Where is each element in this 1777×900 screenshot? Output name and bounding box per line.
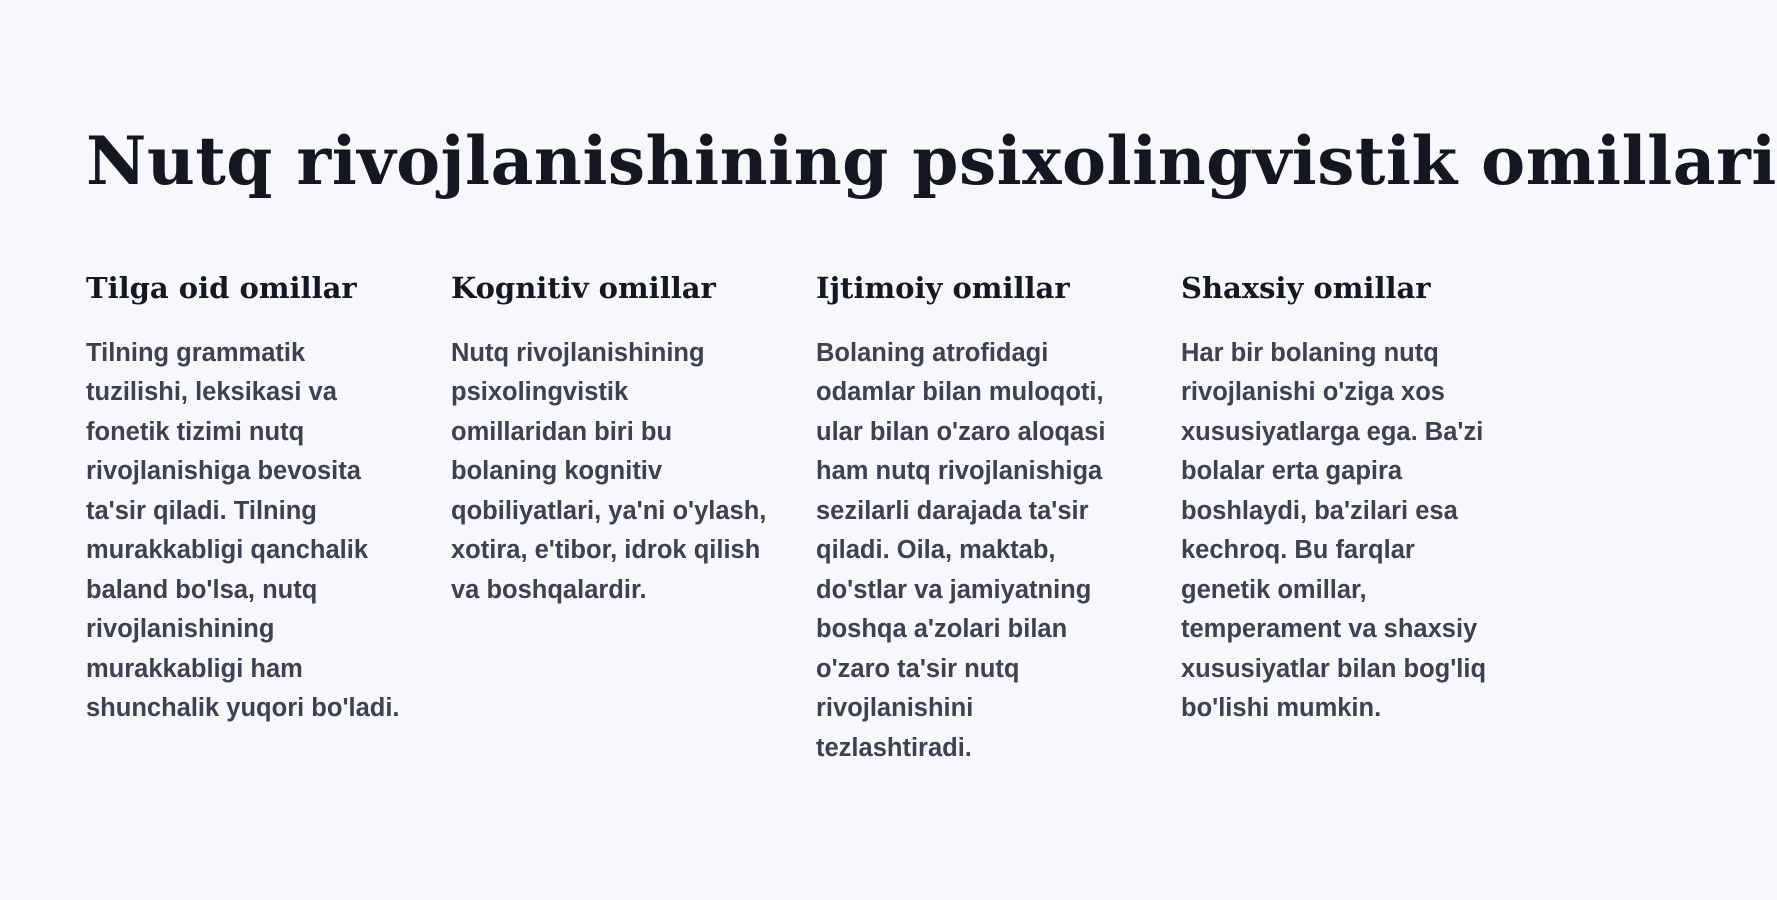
column-body: Bolaning atrofidagi odamlar bilan muloqoti, ular bilan o'zaro aloqasi ham nutq rivojlanishiga sezilarli darajada ta'sir qiladi. Oila, maktab, do'stlar va jamiyatning boshqa a'zolari bilan o'zaro ta'sir nutq rivojlanishini tezlashtiradi. (816, 338, 1106, 762)
slide-title: Nutq rivojlanishining psixolingvistik omillari (86, 122, 1777, 200)
column-body: Nutq rivojlanishining psixolingvistik omillaridan biri bu bolaning kognitiv qobiliyatlari, ya'ni o'ylash, xotira, e'tibor, idrok qilish va boshqalardir. (451, 338, 767, 604)
column-heading: Shaxsiy omillar (1181, 271, 1431, 305)
column-heading: Tilga oid omillar (86, 271, 357, 305)
column-heading: Kognitiv omillar (451, 271, 716, 305)
column-body: Tilning grammatik tuzilishi, leksikasi va fonetik tizimi nutq rivojlanishiga bevosita ta'sir qiladi. Tilning murakkabligi qanchalik baland bo'lsa, nutq rivojlanishining murakkabligi ham shunchalik yuqori bo'ladi. (86, 338, 400, 723)
column-social-factors (816, 270, 1181, 768)
column-heading: Ijtimoiy omillar (816, 271, 1070, 305)
column-personal-factors (1181, 270, 1546, 768)
column-body: Har bir bolaning nutq rivojlanishi o'ziga xos xususiyatlarga ega. Ba'zi bolalar erta gapira boshlaydi, ba'zilari esa kechroq. Bu farqlar genetik omillar, temperament va shaxsiy xususiyatlar bilan bog'liq bo'lishi mumkin. (1181, 338, 1487, 723)
column-cognitive-factors (451, 270, 816, 768)
factors-columns (86, 270, 1576, 768)
column-language-factors (86, 270, 451, 768)
